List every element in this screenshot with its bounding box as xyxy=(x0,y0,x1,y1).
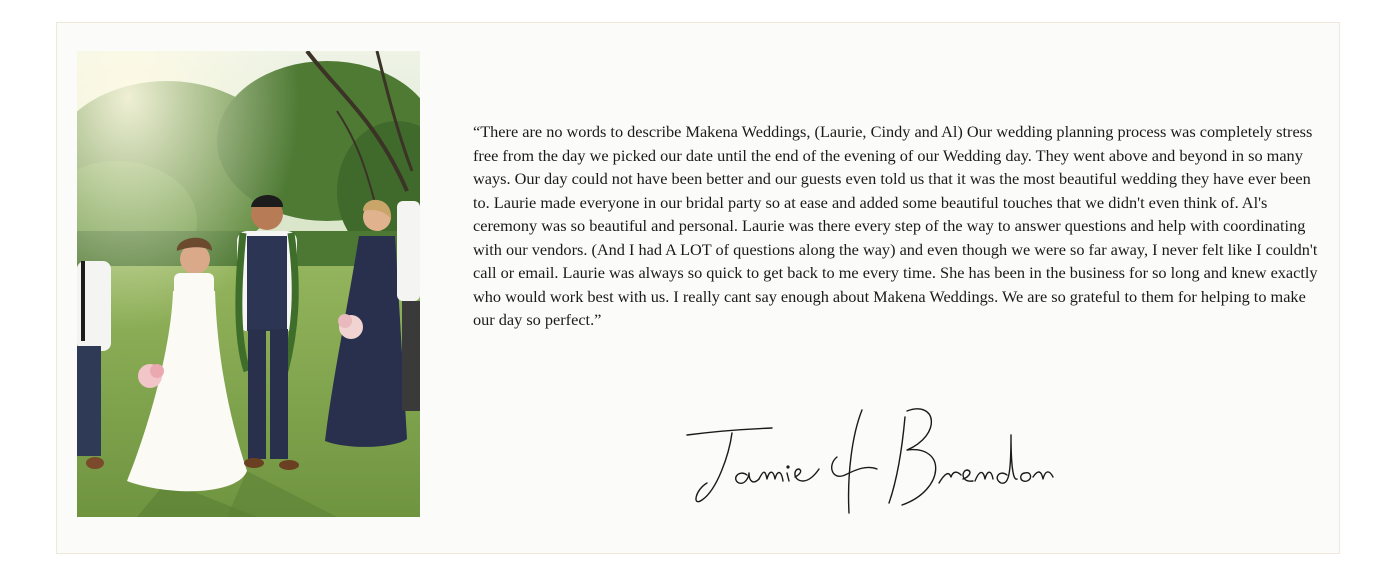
wedding-photo xyxy=(77,51,420,517)
testimonial-card xyxy=(56,22,1340,554)
signature xyxy=(677,395,1057,515)
testimonial-quote: “There are no words to describe Makena Weddings, (Laurie, Cindy and Al) Our wedding planning process was completely stress free from the day we picked our date until the end of the evening of our Wedding day. They went above and beyond in so many ways. Our day could not have been better and our guests even told us that it was the most beautiful wedding they have ever been to. Laurie made everyone in our bridal party so at ease and added some beautiful touches that we didn't even think of. Al's ceremony was so beautiful and personal. Laurie was there every step of the way to answer questions and help with coordinating with our vendors. (And I had A LOT of questions along the way) and even though we were so far away, I never felt like I couldn't call or email. Laurie was always so quick to get back to me every time. She has been in the business for so long and knew exactly who would work best with us. I really cant say enough about Makena Weddings. We are so grateful to them for helping to make our day so perfect.” xyxy=(473,122,1318,329)
